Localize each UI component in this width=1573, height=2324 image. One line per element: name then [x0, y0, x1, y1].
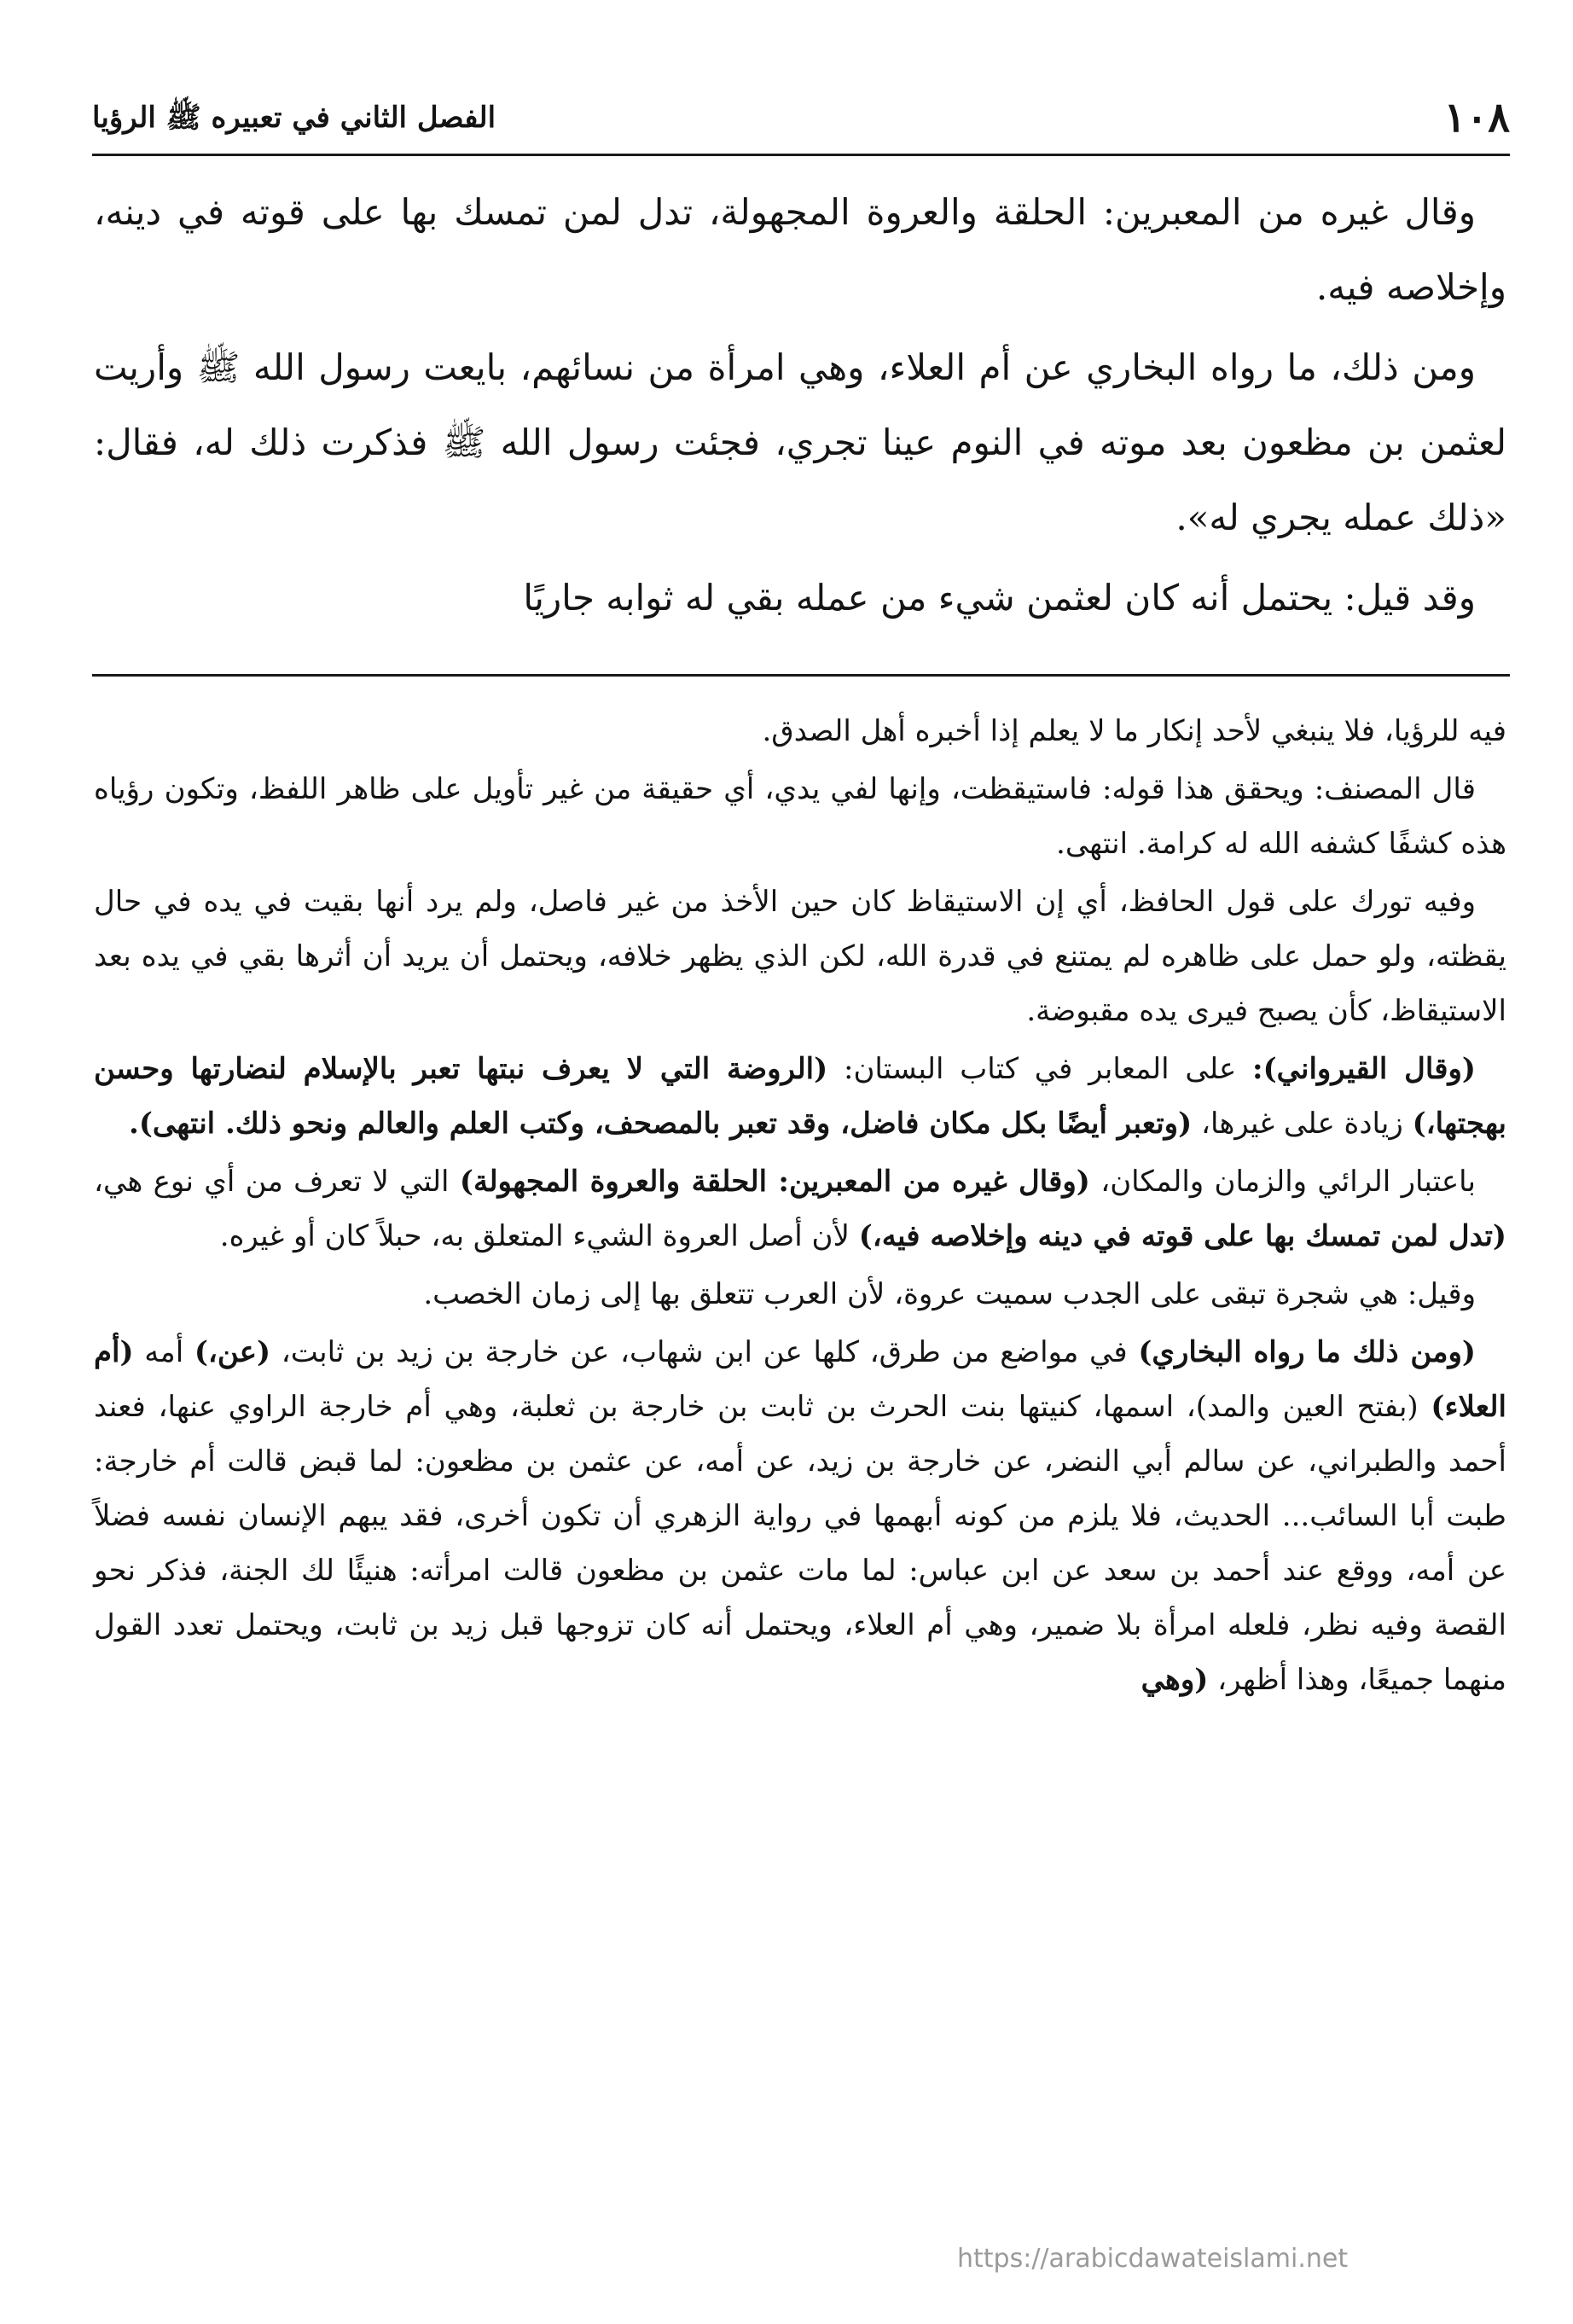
commentary-paragraph — [94, 1325, 1506, 1707]
watermark-url: https://arabicdawateislami.net — [957, 2244, 1349, 2274]
running-head: الفصل الثاني في تعبيره ﷺ الرؤيا — [92, 101, 496, 135]
page-header — [92, 84, 1510, 145]
commentary-paragraph: فيه للرؤيا، فلا ينبغي لأحد إنكار ما لا يعلم إذا أخبره أهل الصدق. — [762, 714, 1506, 748]
quoted-text: (وهي — [1141, 1663, 1209, 1697]
gloss-text: باعتبار الرائي والزمان والمكان، — [1089, 1165, 1477, 1199]
quoted-text: (وقال القيرواني): — [1252, 1052, 1476, 1086]
quoted-text: (تدل لمن تمسك بها على قوته في دينه وإخلاصه فيه،) — [858, 1219, 1506, 1253]
main-text — [94, 175, 1506, 641]
main-paragraph: وقد قيل: يحتمل أنه كان لعثمن شيء من عمله بقي له ثوابه جاريًا — [523, 577, 1476, 619]
commentary-paragraph: وفيه تورك على قول الحافظ، أي إن الاستيقاظ كان حين الأخذ من غير فاصل، ولم يرد أنها بقيت في يده في حال يقظته، ولو حمل على ظاهره لم يمتنع في قدرة الله، لكن الذي يظهر خلافه، ويحتمل أن يريد أن أثرها بقي في يده بعد الاستيقاظ، كأن يصبح فيرى يده مقبوضة. — [94, 885, 1506, 1028]
gloss-text: التي لا تعرف من أي نوع هي، — [94, 1165, 460, 1199]
header-rule — [92, 154, 1510, 156]
main-paragraph: ومن ذلك، ما رواه البخاري عن أم العلاء، وهي امرأة من نسائهم، بايعت رسول الله ﷺ وأريت لعثمن بن مظعون بعد موته في النوم عينا تجري، فجئت رسول الله ﷺ فذكرت ذلك له، فقال: «ذلك عمله يجري له». — [94, 346, 1506, 538]
quoted-text: (الروضة التي لا يعرف نبتها تعبر بالإسلام لنضارتها وحسن بهجتها،) — [94, 1052, 1506, 1141]
gloss-text: لأن أصل العروة الشيء المتعلق به، حبلاً كان أو غيره. — [219, 1219, 859, 1253]
quoted-text: (أم العلاء) — [94, 1335, 1506, 1424]
gloss-text: (بفتح العين والمد)، اسمها، كنيتها بنت الحرث بن ثابت بن خارجة بن ثعلبة، وهي أم خارجة الراوي عنها، فعند أحمد والطبراني، عن سالم أبي النضر، عن خارجة بن زيد، عن أمه، عن عثمن بن مظعون: لما قبض قالت أم خارجة: طبت أبا السائب... الحديث، فلا يلزم من كونه أبهمها في رواية الزهري أن تكون أخرى، فقد يبهم الإنسان نفسه فضلاً عن أمه، ووقع عند أحمد بن سعد عن ابن عباس: لما مات عثمن بن مظعون قالت امرأته: هنيئًا لك الجنة، فذكر نحو القصة وفيه نظر، فلعله امرأة بلا ضمير، وهي أم العلاء، ويحتمل أنه كان تزوجها قبل زيد بن ثابت، ويحتمل تعدد القول منهما جميعًا، وهذا أظهر، — [94, 1390, 1506, 1697]
commentary-divider — [92, 674, 1510, 677]
commentary-paragraph — [94, 1154, 1506, 1264]
commentary — [94, 704, 1506, 1711]
quoted-text: (عن،) — [194, 1335, 271, 1369]
quoted-text: (وتعبر أيضًا بكل مكان فاضل، وقد تعبر بالمصحف، وكتب العلم والعالم ونحو ذلك. انتهى). — [129, 1107, 1193, 1141]
commentary-paragraph: قال المصنف: ويحقق هذا قوله: فاستيقظت، وإنها لفي يدي، أي حقيقة من غير تأويل على ظاهر اللفظ، وتكون رؤياه هذه كشفًا كشفه الله له كرامة. انتهى. — [94, 772, 1506, 861]
main-paragraph: وقال غيره من المعبرين: الحلقة والعروة المجهولة، تدل لمن تمسك بها على قوته في دينه، وإخلاصه فيه. — [94, 191, 1506, 308]
page-number: ١٠٨ — [1443, 94, 1510, 142]
quoted-text: (ومن ذلك ما رواه البخاري) — [1138, 1335, 1476, 1369]
quoted-text: (وقال غيره من المعبرين: الحلقة والعروة المجهولة) — [459, 1165, 1090, 1199]
gloss-text: زيادة على غيرها، — [1192, 1107, 1413, 1141]
commentary-paragraph — [94, 1042, 1506, 1151]
gloss-text: في مواضع من طرق، كلها عن ابن شهاب، عن خارجة بن زيد بن ثابت، — [270, 1335, 1139, 1369]
gloss-text: أمه — [133, 1335, 194, 1369]
gloss-text: على المعابر في كتاب البستان: — [827, 1052, 1253, 1086]
commentary-paragraph: وقيل: هي شجرة تبقى على الجدب سميت عروة، لأن العرب تتعلق بها إلى زمان الخصب. — [423, 1277, 1476, 1311]
